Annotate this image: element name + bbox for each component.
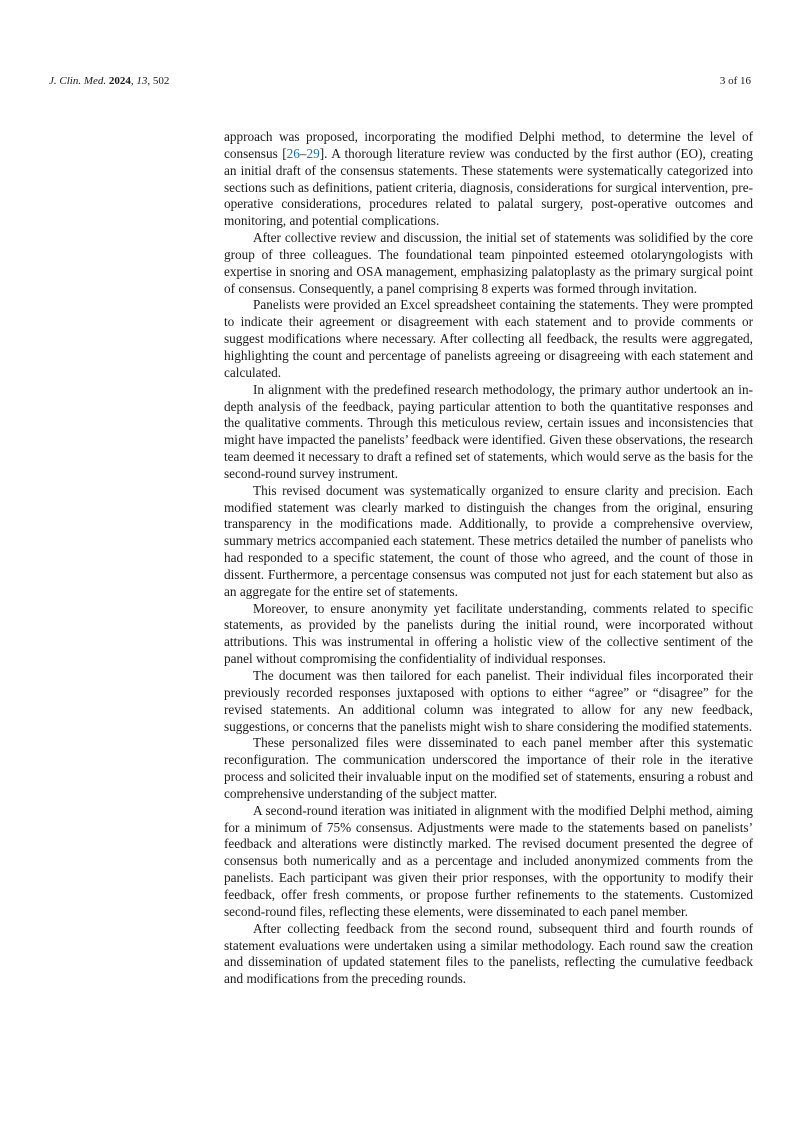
- paragraph: This revised document was systematically organized to ensure clarity and precision. Each modified statement was clearly marked to distinguish the changes from the original, ensuring transparency in the modifications made. Additionally, to provide a comprehensive overview, summary metrics accompanied each statement. These metrics detailed the number of panelists who had responded to a specific statement, the count of those who agreed, and the count of those in dissent. Furthermore, a percentage consensus was computed not just for each statement but also as an aggregate for the entire set of statements.: [224, 482, 753, 599]
- paragraph: [224, 129, 753, 230]
- journal-volume: 13: [136, 75, 148, 87]
- citation-range-dash: –: [299, 145, 307, 161]
- paragraph: Moreover, to ensure anonymity yet facilitate understanding, comments related to specific statements, as provided by the panelists during the initial round, were incorporated without attributions. This was instrumental in offering a holistic view of the collective sentiment of the panel without compromising the confidentiality of individual responses.: [224, 600, 753, 667]
- journal-name: J. Clin. Med.: [49, 75, 107, 87]
- paragraph: A second-round iteration was initiated in alignment with the modified Delphi method, aiming for a minimum of 75% consensus. Adjustments were made to the statements based on panelists’ feedback and alterations were distinctly marked. The revised document presented the degree of consensus both numerically and as a percentage and included anonymized comments from the panelists. Each participant was given their prior responses, with the opportunity to modify their feedback, offer fresh comments, or propose further refinements to the statements. Customized second-round files, reflecting these elements, were disseminated to each panel member.: [224, 802, 753, 919]
- journal-citation: J. Clin. Med. 2024, 13, 502: [49, 75, 170, 87]
- paragraph-text: ]. A thorough literature review was conducted by the first author (EO), creating an initial draft of the consensus statements. These statements were systematically categorized into sections such as definitions, patient criteria, diagnosis, considerations for surgical intervention, pre-operative considerations, procedures related to palatal surgery, post-operative outcomes and monitoring, and potential complications.: [224, 145, 753, 229]
- paragraph: After collective review and discussion, the initial set of statements was solidified by the core group of three colleagues. The foundational team pinpointed esteemed otolaryngologists with expertise in snoring and OSA management, emphasizing palatoplasty as the primary surgical point of consensus. Consequently, a panel comprising 8 experts was formed through invitation.: [224, 230, 753, 296]
- journal-year: 2024: [108, 75, 131, 87]
- running-header: [49, 75, 751, 91]
- page-number: 3 of 16: [719, 75, 751, 87]
- article-number: , 502: [147, 75, 170, 87]
- paragraph: The document was then tailored for each panelist. Their individual files incorporated their previously recorded responses juxtaposed with options to either “agree” or “disagree” for the revised statements. An additional column was integrated to allow for any new feedback, suggestions, or concerns that the panelists might wish to share considering the modified statements.: [224, 668, 753, 734]
- paragraph-text: approach was proposed, incorporating the modified Delphi method, to determine the level of consensus [: [224, 129, 753, 161]
- paragraph: These personalized files were disseminated to each panel member after this systematic reconfiguration. The communication underscored the importance of their role in the iterative process and solicited their invaluable input on the modified set of statements, ensuring a robust and comprehensive understanding of the subject matter.: [224, 735, 753, 801]
- paragraph: Panelists were provided an Excel spreadsheet containing the statements. They were prompted to indicate their agreement or disagreement with each statement and to provide comments or suggest modifications where necessary. After collecting all feedback, the results were aggregated, highlighting the count and percentage of panelists agreeing or disagreeing with each statement and calculated.: [224, 297, 753, 380]
- paragraph: After collecting feedback from the second round, subsequent third and fourth rounds of statement evaluations were undertaken using a similar methodology. Each round saw the creation and dissemination of updated statement files to the panelists, reflecting the cumulative feedback and modifications from the preceding rounds.: [224, 920, 753, 987]
- paragraph: In alignment with the predefined research methodology, the primary author undertook an in-depth analysis of the feedback, paying particular attention to both the quantitative responses and the qualitative comments. Through this meticulous review, certain issues and inconsistencies that might have impacted the panelists’ feedback were identified. Given these observations, the research team deemed it necessary to draft a refined set of statements, which would serve as the basis for the second-round survey instrument.: [224, 381, 753, 481]
- citation-link[interactable]: 26: [286, 145, 300, 161]
- body-text: [224, 129, 753, 988]
- citation-link[interactable]: 29: [306, 145, 320, 161]
